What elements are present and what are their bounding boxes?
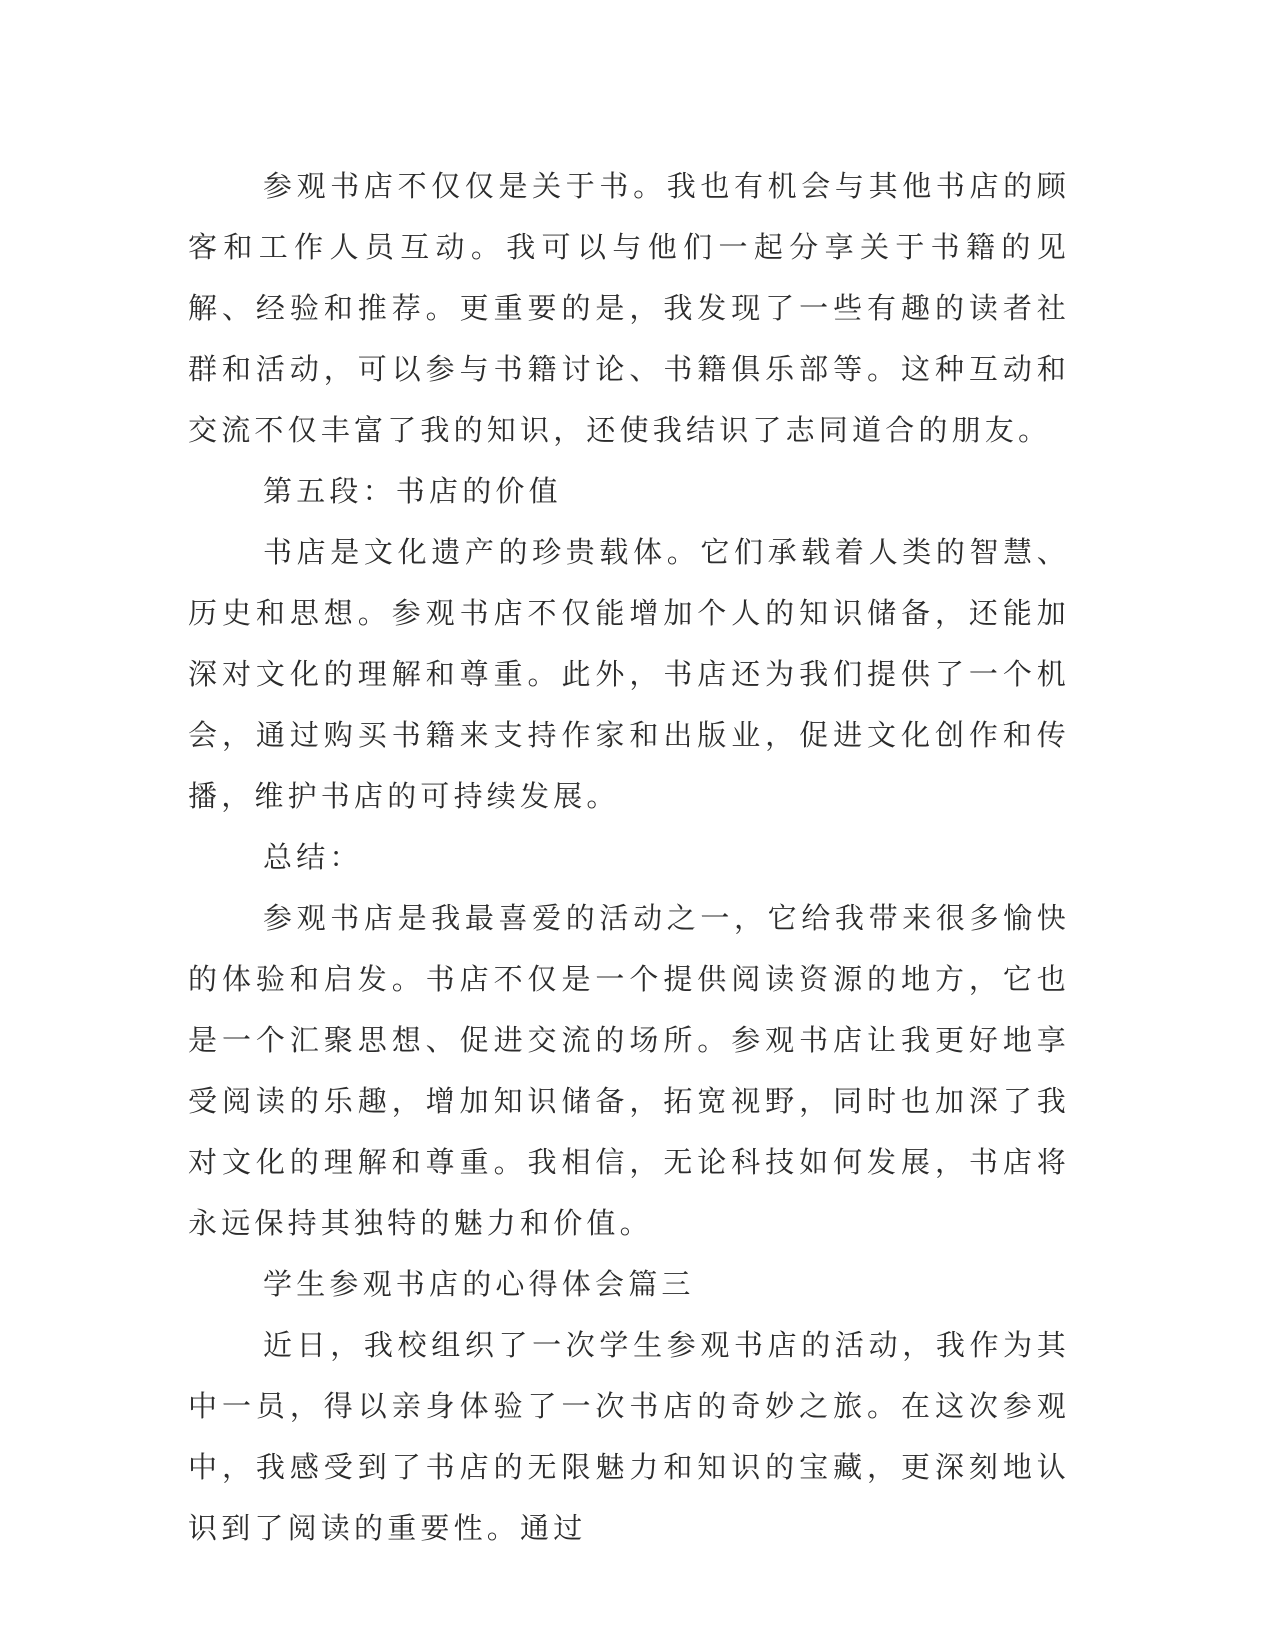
- paragraph-visit-intro: 近日，我校组织了一次学生参观书店的活动，我作为其中一员，得以亲身体验了一次书店的奇妙之旅。在这次参观中，我感受到了书店的无限魅力和知识的宝藏，更深刻地认识到了阅读的重要性。通过: [188, 1328, 1070, 1545]
- article-title-part-three: 学生参观书店的心得体会篇三: [263, 1267, 695, 1301]
- section-heading-bookstore-value: 第五段：书店的价值: [263, 474, 562, 508]
- paragraph-summary: 参观书店是我最喜爱的活动之一，它给我带来很多愉快的体验和启发。书店不仅是一个提供阅读资源的地方，它也是一个汇聚思想、促进交流的场所。参观书店让我更好地享受阅读的乐趣，增加知识储备，拓宽视野，同时也加深了我对文化的理解和尊重。我相信，无论科技如何发展，书店将永远保持其独特的魅力和价值。: [188, 901, 1070, 1240]
- paragraph-bookstore-value: 书店是文化遗产的珍贵载体。它们承载着人类的智慧、历史和思想。参观书店不仅能增加个人的知识储备，还能加深对文化的理解和尊重。此外，书店还为我们提供了一个机会，通过购买书籍来支持作家和出版业，促进文化创作和传播，维护书店的可持续发展。: [188, 535, 1070, 813]
- section-heading-summary: 总结：: [263, 840, 363, 874]
- paragraph-bookstore-interaction: 参观书店不仅仅是关于书。我也有机会与其他书店的顾客和工作人员互动。我可以与他们一起分享关于书籍的见解、经验和推荐。更重要的是，我发现了一些有趣的读者社群和活动，可以参与书籍讨论、书籍俱乐部等。这种互动和交流不仅丰富了我的知识，还使我结识了志同道合的朋友。: [188, 169, 1070, 447]
- document-body: [188, 156, 1070, 1559]
